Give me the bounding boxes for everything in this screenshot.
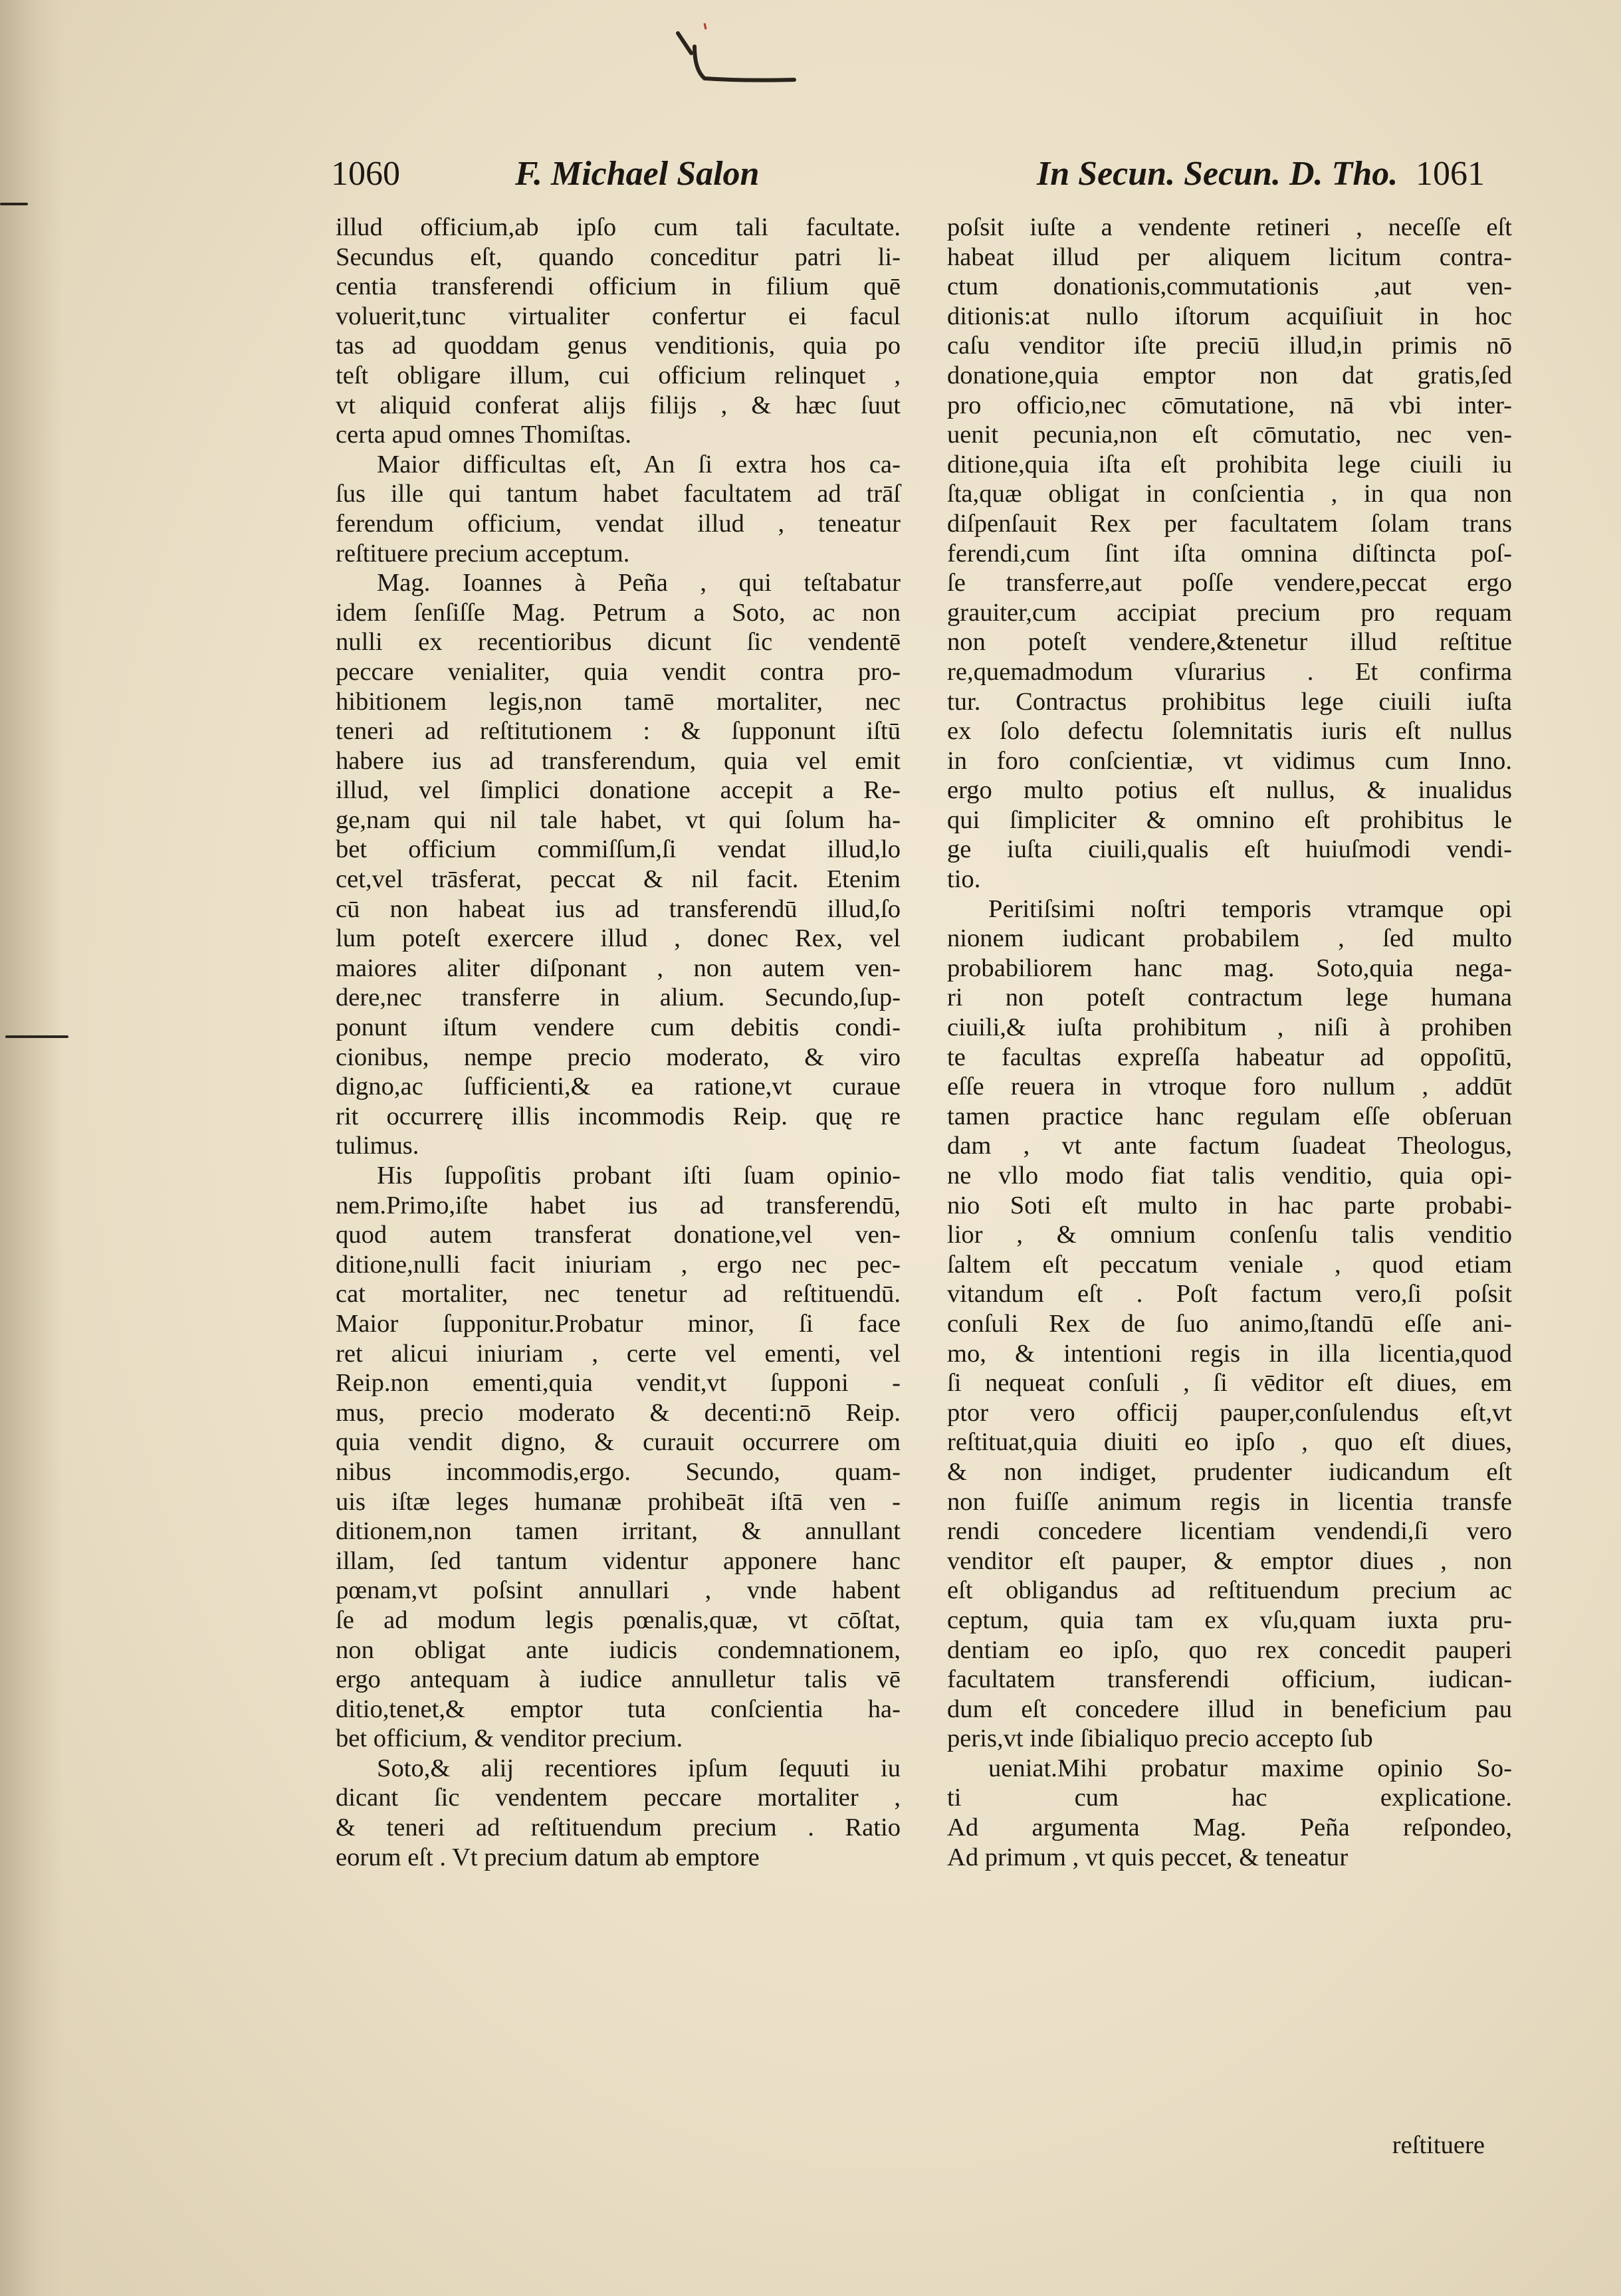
text-line: ergo antequam à iudice annulletur talis vē: [336, 1665, 901, 1694]
right-running-title: In Secun. Secun. D. Tho.: [1037, 155, 1398, 193]
text-line: illam, ſed tantum videntur apponere hanc: [336, 1546, 901, 1575]
text-line: voluerit,tunc virtualiter confertur ei facul: [336, 302, 901, 330]
left-text-column: [336, 213, 901, 1872]
text-line: non obligat ante iudicis condemnationem,: [336, 1635, 901, 1664]
text-line: teneri ad reſtitutionem : & ſupponunt iſtū: [336, 717, 901, 746]
text-line: reſtituat,quia diuiti eo ipſo , quo eſt diues,: [947, 1428, 1512, 1457]
text-line: illud, vel ſimplici donatione accepit a Re-: [336, 776, 901, 805]
text-line: lum poteſt exercere illud , donec Rex, vel: [336, 924, 901, 953]
text-line: donatione,quia emptor non dat gratis,ſed: [947, 361, 1512, 389]
text-line: ponunt iſtum vendere cum debitis condi-: [336, 1013, 901, 1042]
binding-shadow: [0, 0, 63, 2296]
text-line: ge,nam qui nil tale habet, vt qui ſolum ha-: [336, 805, 901, 834]
text-line: & teneri ad reſtituendum precium . Ratio: [336, 1814, 901, 1842]
text-line: ret alicui iniuriam , certe vel ementi, vel: [336, 1339, 901, 1368]
text-line: ditio,tenet,& emptor tuta conſcientia ha-: [336, 1695, 901, 1723]
text-line: Maior ſupponitur.Probatur minor, ſi face: [336, 1309, 901, 1338]
edge-mark-upper: [0, 203, 28, 205]
text-line: ditionis:at nullo iſtorum acquiſiuit in hoc: [947, 302, 1512, 330]
text-line: peris,vt inde ſibialiquo precio accepto ſub: [947, 1724, 1373, 1753]
text-line: ex ſolo defectu ſolemnitatis iuris eſt nullus: [947, 717, 1512, 746]
text-line: ſus ille qui tantum habet facultatem ad trāſ: [336, 480, 901, 508]
text-line: teſt obligare illum, cui officium relinquet ,: [336, 361, 901, 389]
text-line: dicant ſic vendentem peccare mortaliter ,: [336, 1784, 901, 1812]
text-line: Reip.non ementi,quia vendit,vt ſupponi -: [336, 1369, 901, 1398]
text-line: tur. Contractus prohibitus lege ciuili iuſta: [947, 687, 1512, 716]
text-line: peccare venialiter, quia vendit contra pro-: [336, 657, 901, 686]
text-line: tio.: [947, 865, 981, 894]
edge-mark-middle: [5, 1035, 68, 1038]
text-line: caſu venditor iſte preciū illud,in primis nō: [947, 332, 1512, 360]
text-line: diſpenſauit Rex per facultatem ſolam trans: [947, 509, 1512, 538]
text-line: mus, precio moderato & decenti:nō Reip.: [336, 1398, 901, 1427]
text-line: ferendi,cum ſint iſta omnina diſtincta poſ-: [947, 539, 1512, 568]
text-line: bet officium, & venditor precium.: [336, 1724, 683, 1753]
text-line: dere,nec transferre in alium. Secundo,ſup-: [336, 984, 901, 1012]
text-line: dam , vt ante factum ſuadeat Theologus,: [947, 1132, 1512, 1160]
text-line: uis iſtæ leges humanæ prohibeāt iſtā ven -: [336, 1487, 901, 1516]
text-line: non fuiſſe animum regis in licentia transfe: [947, 1487, 1512, 1516]
text-line: poſsit iuſte a vendente retineri , neceſſe eſt: [947, 213, 1512, 241]
text-line: ctum donationis,commutationis ,aut ven-: [947, 272, 1512, 301]
text-line: nibus incommodis,ergo. Secundo, quam-: [336, 1457, 901, 1486]
text-line: ueniat.Mihi probatur maxime opinio So-: [988, 1754, 1512, 1782]
right-page-number: 1061: [1416, 155, 1485, 193]
text-line: habeat illud per aliquem licitum contra-: [947, 243, 1512, 271]
text-line: cet,vel trāsferat, peccat & nil facit. Etenim: [336, 865, 901, 894]
text-line: mo, & intentioni regis in illa licentia,quod: [947, 1339, 1512, 1368]
text-line: ſe transferre,aut poſſe vendere,peccat ergo: [947, 569, 1512, 597]
text-line: vitandum eſt . Poſt factum vero,ſi poſsit: [947, 1280, 1512, 1308]
text-line: pro officio,nec cōmutatione, nā vbi inter-: [947, 391, 1512, 419]
text-line: Secundus eſt, quando conceditur patri li-: [336, 243, 901, 271]
text-line: ditionem,non tamen irritant, & annullant: [336, 1517, 901, 1546]
text-line: grauiter,cum accipiat precium pro requam: [947, 598, 1512, 627]
text-line: ſaltem eſt peccatum veniale , quod etiam: [947, 1250, 1512, 1279]
right-text-column: [947, 213, 1512, 1872]
text-line: Peritiſsimi noſtri temporis vtramque opi: [988, 894, 1512, 923]
text-line: ditione,nulli facit iniuriam , ergo nec pec-: [336, 1250, 901, 1279]
text-line: quia vendit digno, & curauit occurrere om: [336, 1428, 901, 1457]
text-line: rendi concedere licentiam vendendi,ſi vero: [947, 1517, 1512, 1546]
text-line: habere ius ad transferendum, quia vel emit: [336, 746, 901, 775]
text-line: ditione,quia iſta eſt prohibita lege ciuili iu: [947, 450, 1512, 478]
text-line: Mag. Ioannes à Peña , qui teſtabatur: [377, 569, 901, 597]
text-line: ne vllo modo fiat talis venditio, quia opi-: [947, 1162, 1512, 1190]
text-line: eſt obligandus ad reſtituendum precium ac: [947, 1576, 1512, 1605]
text-line: centia transferendi officium in filium quē: [336, 272, 901, 301]
text-line: ferendum officium, vendat illud , teneatur: [336, 509, 901, 538]
text-line: illud officium,ab ipſo cum tali facultate.: [336, 213, 901, 241]
text-line: dum eſt concedere illud in beneficium pau: [947, 1695, 1512, 1723]
text-line: lior , & omnium conſenſu talis venditio: [947, 1221, 1512, 1249]
text-line: qui ſimpliciter & omnino eſt prohibitus le: [947, 805, 1512, 834]
text-line: te facultas expreſſa habeatur ad oppoſitū,: [947, 1043, 1512, 1071]
text-line: ri non poteſt contractum lege humana: [947, 984, 1512, 1012]
text-line: eſſe reuera in vtroque foro nullum , addūt: [947, 1073, 1512, 1101]
text-line: facultatem transferendi officium, iudican-: [947, 1665, 1512, 1694]
left-page-number: 1060: [331, 155, 400, 193]
text-line: Soto,& alij recentiores ipſum ſequuti iu: [377, 1754, 901, 1782]
text-line: venditor eſt pauper, & emptor diues , non: [947, 1546, 1512, 1575]
text-line: ceptum, quia tam ex vſu,quam iuxta pru-: [947, 1606, 1512, 1634]
text-line: conſuli Rex de ſuo animo,ſtandū eſſe ani-: [947, 1309, 1512, 1338]
text-line: tulimus.: [336, 1132, 419, 1160]
text-line: quod autem transferat donatione,vel ven-: [336, 1221, 901, 1249]
text-line: eorum eſt . Vt precium datum ab emptore: [336, 1843, 760, 1871]
text-line: hibitionem legis,non tamē mortaliter, nec: [336, 687, 901, 716]
text-line: non poteſt vendere,&tenetur illud reſtitue: [947, 628, 1512, 657]
text-line: idem ſenſiſſe Mag. Petrum a Soto, ac non: [336, 598, 901, 627]
text-line: dentiam eo ipſo, quo rex concedit pauperi: [947, 1635, 1512, 1664]
text-line: digno,ac ſufficienti,& ea ratione,vt curaue: [336, 1073, 901, 1101]
text-line: & non indiget, prudenter iudicandum eſt: [947, 1457, 1512, 1486]
text-line: His ſuppoſitis probant iſti ſuam opinio-: [377, 1162, 901, 1190]
text-line: in foro conſcientiæ, vt vidimus cum Inno.: [947, 746, 1512, 775]
text-line: Ad primum , vt quis peccet, & teneatur: [947, 1843, 1349, 1871]
text-line: cionibus, nempe precio moderato, & viro: [336, 1043, 901, 1071]
text-line: certa apud omnes Thomiſtas.: [336, 421, 631, 449]
text-line: rit occurrerę illis incommodis Reip. quę re: [336, 1102, 901, 1130]
text-line: nionem iudicant probabilem , ſed multo: [947, 924, 1512, 953]
text-line: pœnam,vt poſsint annullari , vnde habent: [336, 1576, 901, 1605]
text-line: ti cum hac explicatione.: [947, 1784, 1512, 1812]
text-line: ſe ad modum legis pœnalis,quæ, vt cōſtat,: [336, 1606, 901, 1634]
text-line: ciuili,& iuſta prohibitum , niſi à prohiben: [947, 1013, 1512, 1042]
text-line: ergo multo potius eſt nullus, & inualidus: [947, 776, 1512, 805]
text-line: ge iuſta ciuili,qualis eſt huiuſmodi vendi-: [947, 835, 1512, 864]
text-line: reſtituere precium acceptum.: [336, 539, 630, 568]
text-line: tas ad quoddam genus venditionis, quia po: [336, 332, 901, 360]
catchword: reſtituere: [1392, 2131, 1485, 2159]
text-line: uenit pecunia,non eſt cōmutatio, nec ven-: [947, 421, 1512, 449]
text-line: probabiliorem hanc mag. Soto,quia nega-: [947, 954, 1512, 982]
text-line: maiores aliter diſponant , non autem ven-: [336, 954, 901, 982]
text-line: tamen practice hanc regulam eſſe obſeruan: [947, 1102, 1512, 1130]
left-running-title: F. Michael Salon: [515, 155, 760, 193]
text-line: re,quemadmodum vſurarius . Et confirma: [947, 657, 1512, 686]
text-line: ptor vero officij pauper,conſulendus eſt,vt: [947, 1398, 1512, 1427]
text-line: ſi nequeat conſuli , ſi vēditor eſt diues, em: [947, 1369, 1512, 1398]
text-line: Maior difficultas eſt, An ſi extra hos ca-: [377, 450, 901, 478]
text-line: cū non habeat ius ad transferendū illud,ſo: [336, 894, 901, 923]
text-line: cat mortaliter, nec tenetur ad reſtituendū.: [336, 1280, 901, 1308]
text-line: Ad argumenta Mag. Peña reſpondeo,: [947, 1814, 1512, 1842]
text-line: nulli ex recentioribus dicunt ſic vendentē: [336, 628, 901, 657]
text-line: vt aliquid conferat alijs filijs , & hæc ſuut: [336, 391, 901, 419]
text-line: bet officium commiſſum,ſi vendat illud,lo: [336, 835, 901, 864]
text-line: ſta,quæ obligat in conſcientia , in qua non: [947, 480, 1512, 508]
ink-mark-top: [665, 20, 824, 86]
text-line: nio Soti eſt multo in hac parte probabi-: [947, 1191, 1512, 1219]
text-line: nem.Primo,iſte habet ius ad transferendū,: [336, 1191, 901, 1219]
